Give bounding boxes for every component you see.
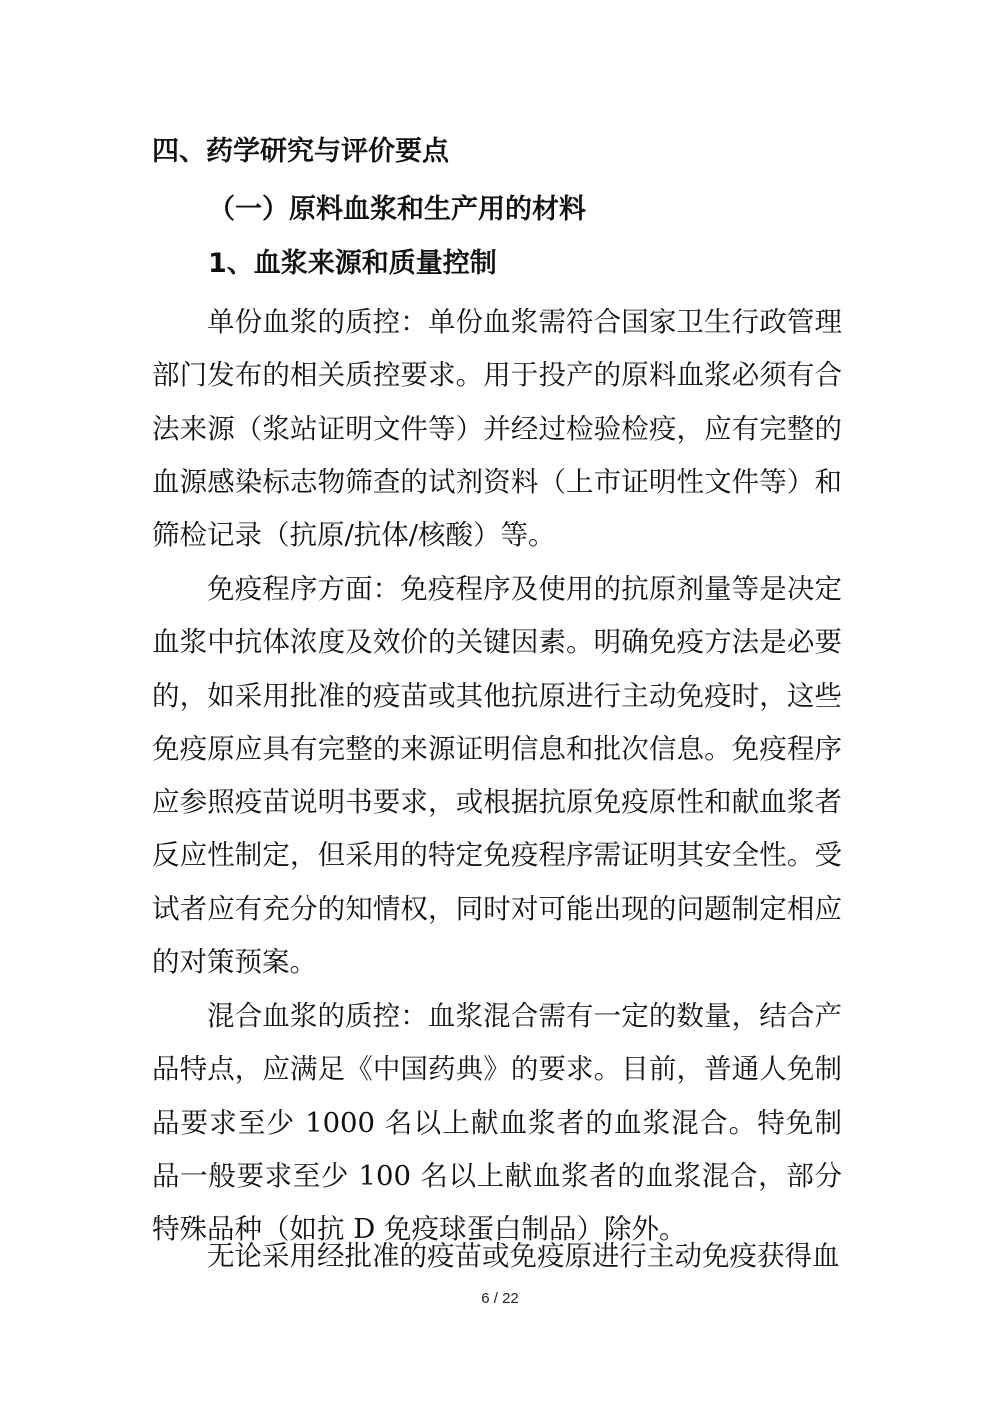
paragraph-immunization-program: 免疫程序方面：免疫程序及使用的抗原剂量等是决定血浆中抗体浓度及效价的关键因素。明确免疫方法是必要的，如采用批准的疫苗或其他抗原进行主动免疫时，这些免疫原应具有完整的来源证明信息和批次信息。免疫程序应参照疫苗说明书要求，或根据抗原免疫原性和献血浆者反应性制定，但采用的特定免疫程序需证明其安全性。受试者应有充分的知情权，同时对可能出现的问题制定相应的对策预案。 bbox=[152, 573, 842, 979]
subsubsection-heading: 1、血浆来源和质量控制 bbox=[208, 248, 497, 279]
paragraph-pooled-plasma-qc: 混合血浆的质控：血浆混合需有一定的数量，结合产品特点，应满足《中国药典》的要求。目前，普通人免制品要求至少 1000 名以上献血浆者的血浆混合。特免制品一般要求至少 100 名以上献血浆者的血浆混合，部分特殊品种（如抗 D 免疫球蛋白制品）除外。 bbox=[152, 1000, 842, 1246]
paragraph-continuation: 无论采用经批准的疫苗或免疫原进行主动免疫获得血 bbox=[207, 1240, 840, 1272]
section-heading: 四、药学研究与评价要点 bbox=[152, 136, 449, 167]
page-number: 6 / 22 bbox=[481, 1290, 519, 1307]
subsection-heading: （一）原料血浆和生产用的材料 bbox=[208, 194, 586, 225]
paragraph-single-plasma-qc: 单份血浆的质控：单份血浆需符合国家卫生行政管理部门发布的相关质控要求。用于投产的原料血浆必须有合法来源（浆站证明文件等）并经过检验检疫，应有完整的血源感染标志物筛查的试剂资料（上市证明性文件等）和筛检记录（抗原/抗体/核酸）等。 bbox=[152, 306, 842, 552]
